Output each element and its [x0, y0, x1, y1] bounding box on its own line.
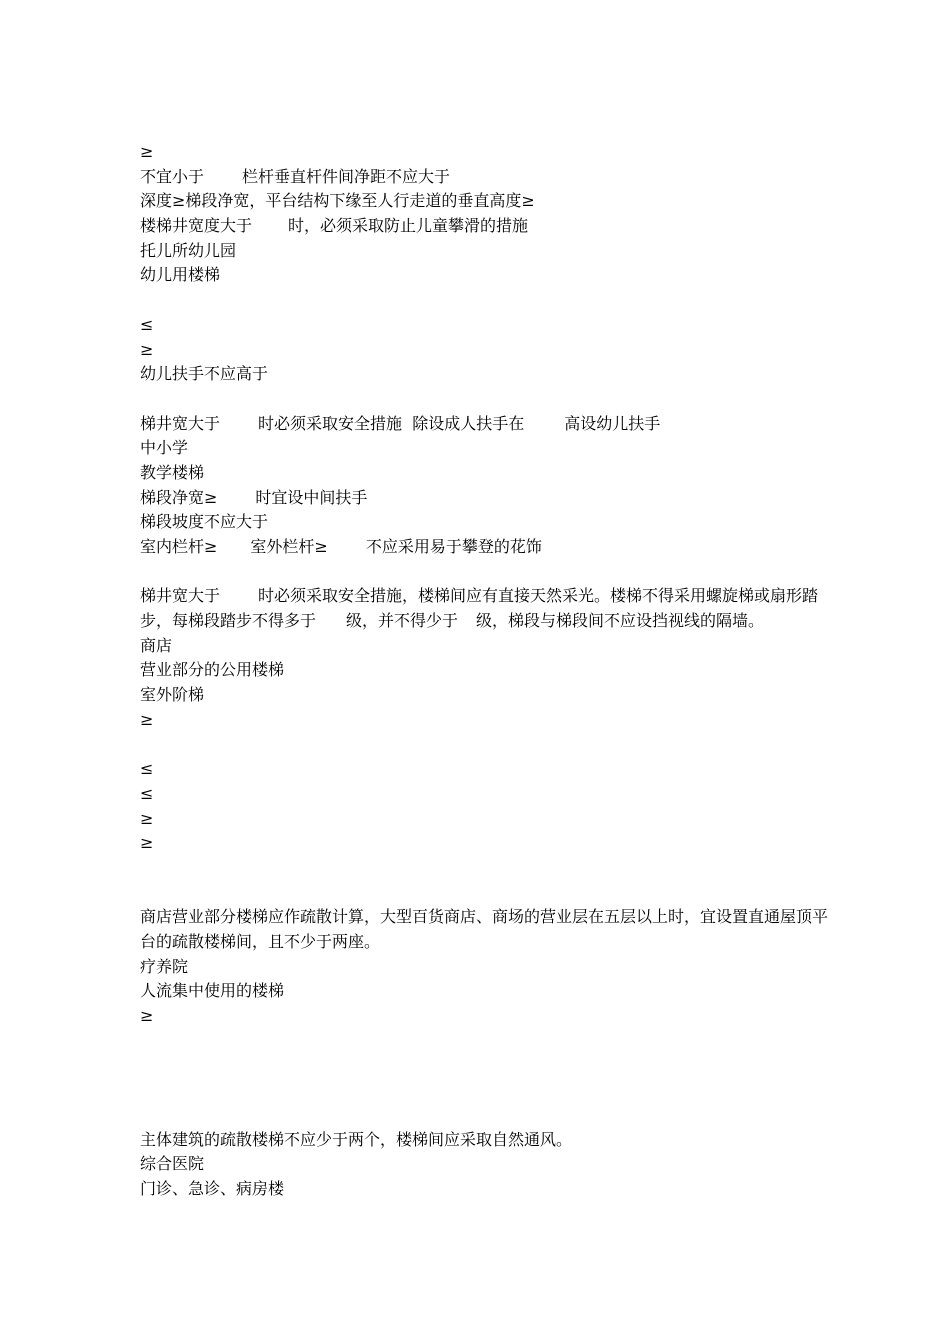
section-heading [140, 239, 830, 264]
heading-text: 教学楼梯 [140, 462, 205, 482]
text-fragment: 高设幼儿扶手 [564, 413, 661, 433]
heading-text: 幼儿用楼梯 [140, 265, 221, 285]
text-fragment: 楼梯井宽度大于 [140, 216, 253, 236]
ge-symbol: ≥ [140, 808, 154, 828]
text-fragment: 幼儿扶手不应高于 [140, 364, 269, 384]
document-body [140, 140, 830, 1202]
blank-line [140, 288, 830, 313]
section-heading [140, 955, 830, 980]
blank-line [140, 560, 830, 585]
text-line [140, 535, 830, 560]
text-fragment: 梯井宽大于 [140, 586, 221, 606]
text-fragment: 梯段净宽≥ [140, 487, 218, 507]
blank-line [140, 387, 830, 412]
subsection-heading [140, 1177, 830, 1202]
text-line [140, 362, 830, 387]
blank-line [140, 856, 830, 881]
blank-line [140, 1029, 830, 1054]
text-fragment: 梯井宽大于 [140, 413, 221, 433]
heading-text: 疗养院 [140, 956, 189, 976]
text-line [140, 1004, 830, 1029]
text-line [140, 831, 830, 856]
text-fragment: 室外栏杆≥ [250, 537, 328, 556]
section-heading [140, 1152, 830, 1177]
text-line [140, 338, 830, 363]
paragraph [140, 584, 830, 633]
heading-text: 人流集中使用的楼梯 [140, 981, 285, 1001]
text-fragment: 深度≥梯段净宽，平台结构下缘至人行走道的垂直高度≥ [140, 191, 535, 211]
text-fragment: 栏杆垂直杆件间净距不应大于 [242, 166, 451, 186]
ge-symbol: ≥ [140, 833, 154, 853]
text-fragment: 时宜设中间扶手 [255, 487, 368, 507]
text-line [140, 757, 830, 782]
heading-text: 营业部分的公用楼梯 [140, 660, 285, 680]
blank-line [140, 1054, 830, 1079]
ge-symbol: ≥ [140, 1006, 154, 1026]
le-symbol: ≤ [140, 314, 154, 334]
le-symbol: ≤ [140, 783, 154, 803]
text-line [140, 140, 830, 165]
text-fragment: 主体建筑的疏散楼梯不应少于两个，楼梯间应采取自然通风。 [140, 1129, 573, 1149]
text-fragment: 时必须采取安全措施 除设成人扶手在 [258, 413, 525, 433]
heading-text: 室外阶梯 [140, 685, 205, 705]
text-fragment: 时，必须采取防止儿童攀滑的措施 [288, 216, 529, 236]
subsection-heading [140, 461, 830, 486]
text-fragment: 级，并不得少于 [346, 611, 459, 631]
section-heading [140, 436, 830, 461]
section-heading [140, 634, 830, 659]
heading-text: 商店 [140, 635, 173, 655]
le-symbol: ≤ [140, 759, 154, 779]
text-line [140, 782, 830, 807]
text-fragment: 级，梯段与梯段间不应设挡视线的隔墙。 [476, 611, 765, 631]
text-fragment: 不应采用易于攀登的花饰 [365, 537, 542, 556]
ge-symbol: ≥ [140, 339, 154, 359]
text-fragment: 不宜小于 [140, 166, 205, 186]
blank-line [140, 1078, 830, 1103]
text-line [140, 412, 830, 437]
text-fragment: 商店营业部分楼梯应作疏散计算，大型百货商店、商场的营业层在五层以上时，宜设置直通屋顶平台的疏散楼梯间，且不少于两座。 [140, 907, 829, 952]
heading-text: 综合医院 [140, 1154, 205, 1174]
text-line [140, 214, 830, 239]
text-fragment: 室内栏杆≥ [140, 537, 218, 556]
text-line [140, 189, 830, 214]
text-line [140, 807, 830, 832]
text-line [140, 1128, 830, 1153]
text-fragment: 时必须采取安全措施，楼梯间应有直接天然采光。楼梯不得采用螺旋梯或扇形踏步，每梯段踏步不得多于 [140, 586, 819, 631]
text-fragment: 梯段坡度不应大于 [140, 512, 269, 532]
heading-text: 门诊、急诊、病房楼 [140, 1178, 285, 1198]
blank-line [140, 733, 830, 758]
subsection-heading [140, 658, 830, 683]
heading-text: 中小学 [140, 438, 189, 458]
blank-line [140, 881, 830, 906]
text-line [140, 510, 830, 535]
text-line [140, 165, 830, 190]
text-line [140, 708, 830, 733]
subsection-heading [140, 979, 830, 1004]
heading-text: 托儿所幼儿园 [140, 240, 237, 260]
text-line [140, 313, 830, 338]
ge-symbol: ≥ [140, 709, 154, 729]
text-line [140, 486, 830, 511]
ge-symbol: ≥ [140, 142, 154, 161]
subsection-heading [140, 263, 830, 288]
paragraph [140, 905, 830, 954]
blank-line [140, 1103, 830, 1128]
subsection-heading [140, 683, 830, 708]
